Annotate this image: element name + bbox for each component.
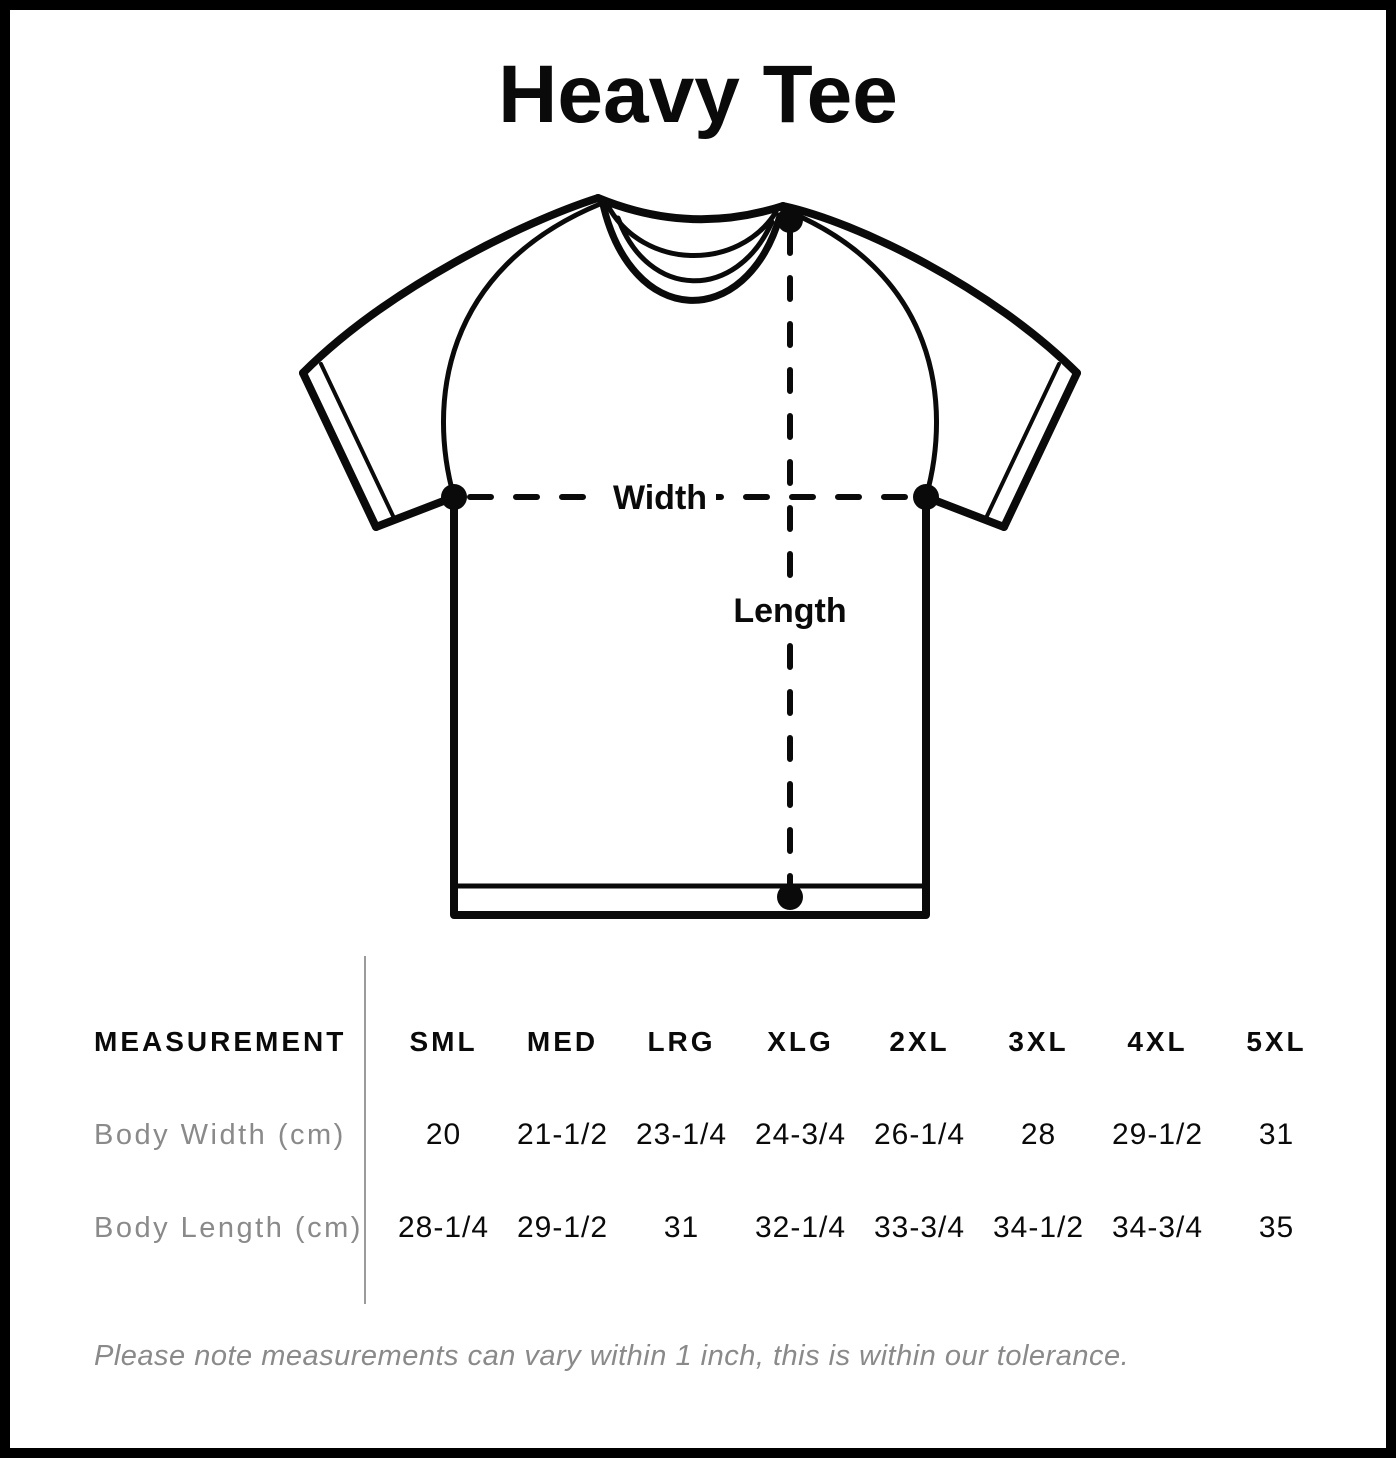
body-outline bbox=[454, 497, 926, 915]
body-length-value-med: 29-1/2 bbox=[516, 1211, 609, 1244]
size-header-3xl: 3XL bbox=[1008, 1026, 1069, 1057]
size-header-row bbox=[384, 1026, 1336, 1058]
body-length-value-2xl: 33-3/4 bbox=[873, 1211, 966, 1244]
collar-measure-dot bbox=[777, 207, 803, 233]
size-header-lrg: LRG bbox=[647, 1026, 716, 1057]
size-header-med: MED bbox=[526, 1026, 599, 1057]
left-shoulder-outline bbox=[303, 198, 598, 373]
body-width-value-4xl: 29-1/2 bbox=[1111, 1118, 1204, 1151]
body-width-row bbox=[384, 1118, 1336, 1152]
body-length-row bbox=[384, 1211, 1336, 1245]
body-length-value-lrg: 31 bbox=[663, 1211, 700, 1244]
table-divider bbox=[364, 956, 366, 1304]
tolerance-footnote: Please note measurements can vary within 1 inch, this is within our tolerance. bbox=[94, 1340, 1130, 1372]
hem-measure-dot bbox=[777, 884, 803, 910]
body-width-value-5xl: 31 bbox=[1258, 1118, 1295, 1151]
length-label: Length bbox=[733, 592, 847, 630]
width-label: Width bbox=[612, 479, 708, 517]
body-length-value-xlg: 32-1/4 bbox=[754, 1211, 847, 1244]
body-width-value-2xl: 26-1/4 bbox=[873, 1118, 966, 1151]
body-length-value-5xl: 35 bbox=[1258, 1211, 1295, 1244]
body-length-row-label: Body Length (cm) bbox=[94, 1212, 363, 1244]
body-width-row-label: Body Width (cm) bbox=[94, 1119, 346, 1151]
body-width-value-med: 21-1/2 bbox=[516, 1118, 609, 1151]
body-length-value-3xl: 34-1/2 bbox=[992, 1211, 1085, 1244]
neckline-top-edge bbox=[598, 198, 783, 219]
body-width-value-lrg: 23-1/4 bbox=[635, 1118, 728, 1151]
measurement-column-header: MEASUREMENT bbox=[94, 1026, 347, 1057]
body-width-value-sml: 20 bbox=[425, 1118, 462, 1151]
body-width-value-3xl: 28 bbox=[1020, 1118, 1057, 1151]
left-underarm-measure-dot bbox=[441, 484, 467, 510]
size-header-5xl: 5XL bbox=[1246, 1026, 1307, 1057]
size-header-xlg: XLG bbox=[767, 1026, 834, 1057]
body-length-value-sml: 28-1/4 bbox=[397, 1211, 490, 1244]
page-title: Heavy Tee bbox=[498, 49, 898, 140]
right-armhole-seam bbox=[780, 208, 937, 497]
body-length-value-4xl: 34-3/4 bbox=[1111, 1211, 1204, 1244]
right-underarm-measure-dot bbox=[913, 484, 939, 510]
right-sleeve-cuff-edge bbox=[1004, 373, 1077, 527]
size-header-4xl: 4XL bbox=[1127, 1026, 1188, 1057]
body-width-value-xlg: 24-3/4 bbox=[754, 1118, 847, 1151]
size-header-sml: SML bbox=[409, 1026, 478, 1057]
size-header-2xl: 2XL bbox=[889, 1026, 950, 1057]
left-sleeve-cuff-edge bbox=[303, 373, 376, 527]
left-armhole-seam bbox=[443, 204, 600, 497]
tshirt-diagram bbox=[278, 170, 1118, 930]
